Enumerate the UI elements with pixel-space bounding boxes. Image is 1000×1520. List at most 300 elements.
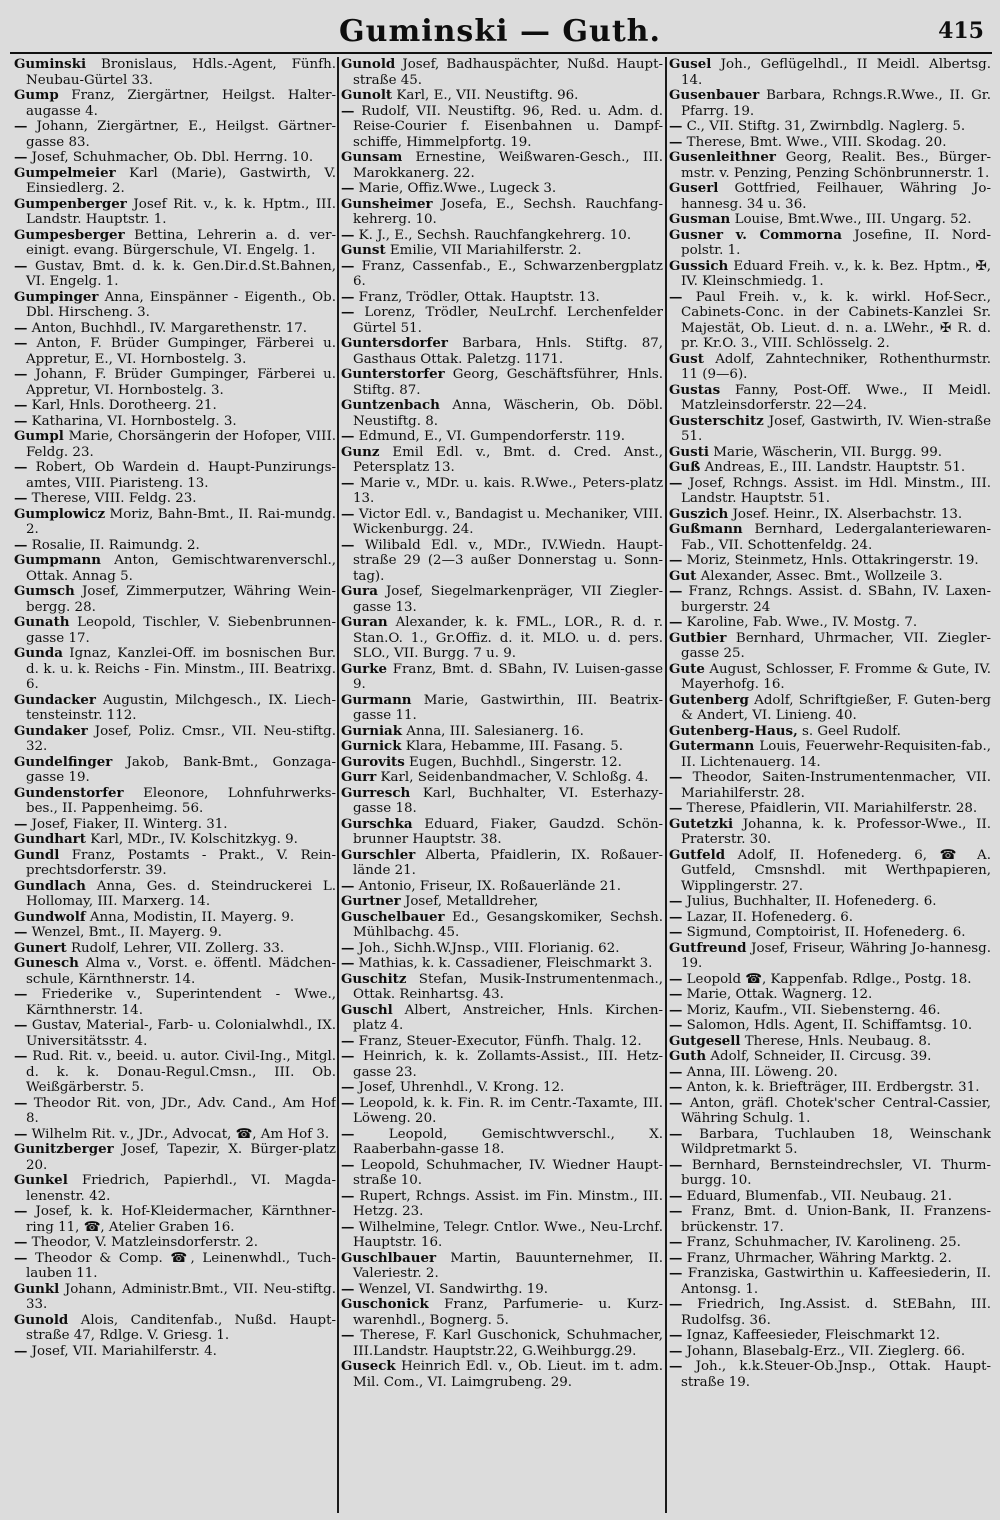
entry-details: Leopold ☎, Kappenfab. Rdlge., Postg. 18.: [686, 971, 972, 987]
directory-entry: [669, 910, 991, 926]
entry-surname: Gundelfinger: [14, 753, 113, 770]
directory-entry: [341, 786, 663, 817]
entry-details: Johann, Administr.Bmt., VII. Neu-stiftg. 33.: [26, 1281, 336, 1312]
entry-details: C., VII. Stiftg. 31, Zwirnbdlg. Naglerg. 5.: [686, 119, 966, 134]
entry-surname: Gumpinger: [14, 288, 99, 305]
entry-details: Gottfried, Feilhauer, Währing Jo-hannesg. 34 u. 36.: [681, 181, 991, 212]
directory-entry: [669, 584, 991, 615]
entry-details: Wenzel, VI. Sandwirthg. 19.: [358, 1281, 549, 1297]
entry-details: Rud. Rit. v., beeid. u. autor. Civil-Ing., Mitgl. d. k. k. Donau-Regul.Cmsn., III. Ob. Weißgärberstr. 5.: [26, 1049, 336, 1095]
entry-surname: Gunath: [14, 614, 70, 630]
entry-surname: Guseck: [341, 1358, 396, 1374]
directory-entry: [14, 724, 336, 755]
directory-entry: [669, 119, 991, 135]
repeat-dash: —: [669, 1296, 683, 1312]
repeat-dash: —: [14, 459, 28, 475]
entry-details: Franz, Rchngs. Assist. d. SBahn, IV. Laxen-burgerstr. 24: [681, 584, 991, 615]
entry-surname: Gumpl: [14, 428, 64, 444]
directory-entry: [341, 228, 663, 244]
entry-details: Franz, Trödler, Ottak. Hauptstr. 13.: [358, 289, 600, 305]
repeat-dash: —: [341, 505, 355, 522]
repeat-dash: —: [14, 490, 28, 506]
entry-details: Theodor, Saiten-Instrumentenmacher, VII. Mariahilferstr. 28.: [681, 770, 991, 801]
entry-details: Marie, Offiz.Wwe., Lugeck 3.: [358, 181, 557, 196]
entry-surname: Gunsam: [341, 149, 403, 165]
entry-details: Heinrich, k. k. Zollamts-Assist., III. Hetz-gasse 23.: [353, 1049, 663, 1080]
directory-entry: [341, 910, 663, 941]
entry-details: Theodor & Comp. ☎, Leinenwhdl., Tuch-lauben 11.: [26, 1250, 336, 1281]
directory-entry: [669, 941, 991, 972]
entry-surname: Gump: [14, 87, 59, 103]
entry-surname: Gundlach: [14, 877, 86, 894]
entry-details: Bernhard, Ledergalanteriewaren-Fab., VII. Schottenfeldg. 24.: [681, 522, 991, 553]
entry-details: Anton, F. Brüder Gumpinger, Färberei u. Appretur, E., VI. Hornbostelg. 3.: [26, 336, 336, 367]
entry-details: Theodor Rit. von, JDr., Adv. Cand., Am Hof 8.: [26, 1095, 336, 1126]
directory-entry: [14, 987, 336, 1018]
entry-details: Friedrich, Papierhdl., VI. Magda-lenenstr. 42.: [26, 1173, 336, 1204]
entry-details: Wenzel, Bmt., II. Mayerg. 9.: [31, 925, 222, 940]
directory-entry: [341, 259, 663, 290]
directory-entry: [669, 569, 991, 585]
entry-details: Stefan, Musik-Instrumentenmach., Ottak. Reinhartsg. 43.: [353, 971, 663, 1002]
column-middle: [341, 57, 663, 1515]
entry-details: Alois, Canditenfab., Nußd. Haupt-straße 47, Rdlge. V. Griesg. 1.: [26, 1312, 336, 1343]
entry-details: Karl (Marie), Gastwirth, V. Einsiedlerg. 2.: [26, 165, 336, 196]
entry-details: Wilibald Edl. v., MDr., IV.Wiedn. Haupt-straße 29 (2—3 außer Donnerstag u. Sonn-tag).: [353, 537, 663, 584]
repeat-dash: —: [669, 800, 683, 816]
directory-entry: [669, 662, 991, 693]
directory-entry: [14, 693, 336, 724]
directory-entry: [341, 1003, 663, 1034]
entry-details: Joh., k.k.Steuer-Ob.Jnsp., Ottak. Haupt-straße 19.: [681, 1359, 991, 1390]
directory-entry: [669, 1344, 991, 1360]
entry-details: Franz, Parfumerie- u. Kurz-warenhdl., Bognerg. 5.: [353, 1297, 663, 1328]
entry-details: Marie, Chorsängerin der Hofoper, VIII. Feldg. 23.: [26, 429, 336, 460]
entry-details: Eduard, Blumenfab., VII. Neubaug. 21.: [686, 1188, 952, 1204]
entry-details: Rudolf, VII. Neustiftg. 96, Red. u. Adm. d. Reise-Courier f. Eisenbahnen u. Dampf-schiffe, Himmelpfortg. 19.: [353, 103, 663, 150]
entry-surname: Guntersdorfer: [341, 335, 448, 351]
entry-details: Eduard, Fiaker, Gaudzd. Schön-brunner Hauptstr. 38.: [353, 816, 663, 847]
directory-entry: [341, 1220, 663, 1251]
repeat-dash: —: [341, 304, 355, 320]
repeat-dash: —: [341, 955, 355, 971]
directory-entry: [341, 181, 663, 197]
directory-entry: [14, 1018, 336, 1049]
entry-surname: Gurresch: [341, 784, 411, 801]
entry-surname: Gumpelmeier: [14, 164, 116, 181]
entry-details: Barbara, Rchngs.R.Wwe., II. Gr. Pfarrg. 19.: [681, 88, 991, 119]
directory-entry: [341, 770, 663, 786]
column-right: [669, 57, 991, 1515]
directory-entry: [341, 615, 663, 662]
entry-surname: Gurniak: [341, 722, 403, 739]
repeat-dash: —: [14, 1234, 28, 1250]
repeat-dash: —: [669, 924, 683, 940]
directory-entry: [14, 615, 336, 646]
entry-details: Alexander, Assec. Bmt., Wollzeile 3.: [700, 568, 943, 584]
directory-entry: [341, 290, 663, 306]
directory-entry: [669, 476, 991, 507]
entry-surname: Gurmann: [341, 691, 412, 708]
entry-details: Franziska, Gastwirthin u. Kaffeesiederin, II. Antonsg. 1.: [681, 1266, 991, 1297]
directory-entry: [14, 398, 336, 414]
entry-details: Georg, Realit. Bes., Bürger-mstr. v. Penzing, Penzing Schönbrunnerstr. 1.: [681, 150, 991, 181]
entry-details: Georg, Geschäftsführer, Hnls. Stiftg. 87.: [353, 367, 663, 398]
entry-surname: Gusman: [669, 211, 731, 227]
directory-entry: [14, 290, 336, 321]
repeat-dash: —: [14, 1125, 28, 1142]
repeat-dash: —: [669, 970, 683, 987]
entry-surname: Gumplowicz: [14, 505, 106, 522]
entry-surname: Gundl: [14, 846, 60, 863]
entry-surname: Gusenbauer: [669, 87, 760, 103]
repeat-dash: —: [669, 1234, 683, 1250]
entry-details: Bernhard, Uhrmacher, VII. Ziegler-gasse 25.: [681, 630, 991, 661]
entry-details: Anna, III. Salesianerg. 16.: [406, 723, 584, 739]
entry-surname: Gutenberg: [669, 691, 749, 708]
directory-entry: [669, 460, 991, 476]
directory-entry: [341, 1282, 663, 1298]
entry-surname: Gunolt: [341, 87, 393, 103]
entry-details: Gustav, Material-, Farb- u. Colonialwhdl., IX. Universitätsstr. 4.: [26, 1018, 336, 1049]
entry-details: Heinrich Edl. v., Ob. Lieut. im t. adm. Mil. Com., VI. Laimgrubeng. 29.: [353, 1359, 663, 1390]
entry-details: Wilhelmine, Telegr. Cntlor. Wwe., Neu-Lrchf. Hauptstr. 16.: [353, 1219, 663, 1250]
directory-entry: [341, 739, 663, 755]
entry-surname: Gutenberg-Haus,: [669, 722, 798, 739]
entry-details: Moriz, Kaufm., VII. Siebensterng. 46.: [686, 1002, 941, 1018]
directory-entry: [341, 243, 663, 259]
entry-details: Anna, Ges. d. Steindruckerei L. Hollomay, III. Marxerg. 14.: [26, 878, 336, 909]
entry-details: Rupert, Rchngs. Assist. im Fin. Minstm., III. Hetzg. 23.: [353, 1188, 663, 1219]
entry-details: Karl, Seidenbandmacher, V. Schloßg. 4.: [380, 770, 649, 785]
entry-details: Josef, Badhauspächter, Nußd. Haupt-straße 45.: [353, 57, 663, 88]
directory-entry: [14, 1142, 336, 1173]
entry-surname: Gunz: [341, 443, 380, 460]
entry-details: Josef, VII. Mariahilferstr. 4.: [31, 1343, 217, 1359]
entry-surname: Gurr: [341, 769, 377, 785]
repeat-dash: —: [14, 986, 28, 1002]
entry-details: Andreas, E., III. Landstr. Hauptstr. 51.: [704, 460, 966, 475]
entry-surname: Gute: [669, 660, 705, 677]
entry-surname: Gutbier: [669, 629, 727, 646]
repeat-dash: —: [669, 288, 683, 305]
directory-entry: [341, 429, 663, 445]
entry-details: Anton, Buchhdl., IV. Margarethenstr. 17.: [31, 320, 308, 336]
directory-entry: [14, 228, 336, 259]
entry-details: Joh., Sichh.W.Jnsp., VIII. Florianig. 62.: [358, 940, 620, 956]
entry-surname: Gundenstorfer: [14, 784, 124, 801]
directory-entry: [669, 925, 991, 941]
directory-entry: [341, 1251, 663, 1282]
repeat-dash: —: [669, 1125, 683, 1142]
entry-details: Therese, F. Karl Guschonick, Schuhmacher, III.Landstr. Hauptstr.22, G.Weihburgg.29.: [353, 1328, 663, 1359]
entry-details: Josefine, II. Nord-polstr. 1.: [681, 227, 991, 258]
directory-entry: [14, 150, 336, 166]
entry-details: Josef, Uhrenhdl., V. Krong. 12.: [358, 1080, 565, 1095]
entry-details: Josef, Siegelmarkenpräger, VII Ziegler-gasse 13.: [353, 584, 663, 615]
directory-entry: [14, 1127, 336, 1143]
entry-details: Therese, VIII. Feldg. 23.: [31, 491, 197, 506]
entry-details: Theodor, V. Matzleinsdorferstr. 2.: [31, 1235, 259, 1250]
directory-entry: [14, 1049, 336, 1096]
directory-entry: [669, 987, 991, 1003]
directory-entry: [14, 1204, 336, 1235]
repeat-dash: —: [341, 1079, 355, 1095]
repeat-dash: —: [14, 1249, 28, 1266]
entry-surname: Gunterstorfer: [341, 366, 445, 382]
repeat-dash: —: [669, 1079, 683, 1095]
entry-details: Johann, Ziergärtner, E., Heilgst. Gärtner-gasse 83.: [26, 119, 336, 150]
entry-details: Franz, Uhrmacher, Währing Marktg. 2.: [686, 1250, 952, 1266]
entry-details: Anna, Wäscherin, Ob. Döbl. Neustiftg. 8.: [353, 398, 663, 429]
directory-entry: [669, 1049, 991, 1065]
entry-details: Eduard Freih. v., k. k. Bez. Hptm., ✠, IV. Kleinschmiedg. 1.: [681, 258, 991, 289]
entry-surname: Gunda: [14, 645, 63, 661]
entry-details: Albert, Anstreicher, Hnls. Kirchen-platz 4.: [353, 1002, 663, 1033]
directory-entry: [669, 181, 991, 212]
directory-entry: [341, 755, 663, 771]
entry-surname: Guschl: [341, 1001, 393, 1018]
directory-entry: [14, 119, 336, 150]
repeat-dash: —: [14, 335, 28, 351]
entry-details: Josef, Schuhmacher, Ob. Dbl. Herrng. 10.: [31, 150, 314, 165]
entry-details: Franz, Bmt. d. SBahn, IV. Luisen-gasse 9.: [353, 661, 663, 692]
entry-details: Leopold, Schuhmacher, IV. Wiedner Haupt-straße 10.: [353, 1157, 663, 1188]
repeat-dash: —: [341, 536, 355, 553]
repeat-dash: —: [14, 1048, 28, 1064]
entry-surname: Gut: [669, 567, 697, 584]
entry-details: Adolf, Schneider, II. Circusg. 39.: [710, 1049, 932, 1064]
directory-entry: [341, 879, 663, 895]
entry-surname: Gutfreund: [669, 939, 747, 956]
page-title: Guminski — Guth.: [339, 14, 661, 49]
entry-surname: Gusenleithner: [669, 149, 776, 165]
repeat-dash: —: [14, 1342, 28, 1359]
entry-surname: Guschelbauer: [341, 908, 445, 925]
directory-entry: [669, 1235, 991, 1251]
repeat-dash: —: [14, 412, 28, 429]
directory-entry: [14, 786, 336, 817]
entry-details: Lorenz, Trödler, NeuLrchf. Lerchenfelder Gürtel 51.: [353, 305, 663, 336]
repeat-dash: —: [14, 366, 28, 382]
directory-entry: [14, 848, 336, 879]
directory-entry: [669, 770, 991, 801]
repeat-dash: —: [341, 1327, 355, 1343]
entry-surname: Guß: [669, 459, 701, 475]
entry-details: Salomon, Hdls. Agent, II. Schiffamtsg. 10.: [686, 1018, 973, 1033]
repeat-dash: —: [341, 226, 355, 243]
entry-surname: Gundaker: [14, 722, 88, 739]
repeat-dash: —: [669, 552, 683, 568]
repeat-dash: —: [669, 1187, 683, 1204]
entry-details: Franz, Schuhmacher, IV. Karolineng. 25.: [686, 1235, 961, 1250]
directory-entry: [669, 135, 991, 151]
directory-entry: [669, 1297, 991, 1328]
directory-entry: [669, 1328, 991, 1344]
directory-entry: [341, 197, 663, 228]
entry-details: Sigmund, Comptoirist, II. Hofenederg. 6.: [686, 925, 966, 940]
repeat-dash: —: [669, 614, 683, 630]
entry-surname: Gunsheimer: [341, 195, 433, 212]
directory-entry: [14, 910, 336, 926]
entry-details: Friederike v., Superintendent - Wwe., Kärnthnerstr. 14.: [26, 987, 336, 1018]
entry-details: Barbara, Hnls. Stiftg. 87, Gasthaus Ottak. Paletzg. 1171.: [353, 336, 663, 367]
entry-details: Josef, Fiaker, II. Winterg. 31.: [31, 816, 228, 832]
directory-entry: [669, 817, 991, 848]
entry-details: Therese, Bmt. Wwe., VIII. Skodag. 20.: [686, 134, 947, 150]
repeat-dash: —: [669, 1203, 683, 1219]
entry-details: Johann, F. Brüder Gumpinger, Färberei u. Appretur, VI. Hornbostelg. 3.: [26, 367, 336, 398]
repeat-dash: —: [669, 583, 683, 599]
entry-surname: Gurnick: [341, 738, 402, 754]
entry-details: Josef Rit. v., k. k. Hptm., III. Landstr. Hauptstr. 1.: [26, 196, 336, 227]
entry-details: Johann, Blasebalg-Erz., VII. Zieglerg. 66.: [686, 1343, 966, 1359]
entry-details: Rosalie, II. Raimundg. 2.: [31, 537, 200, 553]
entry-details: Josef, Friseur, Währing Jo-hannesg. 19.: [681, 940, 991, 971]
directory-entry: [14, 429, 336, 460]
entry-surname: Gurschler: [341, 846, 416, 863]
repeat-dash: —: [14, 815, 28, 832]
entry-details: Marie, Gastwirthin, III. Beatrix-gasse 11.: [353, 692, 663, 723]
directory-entry: [14, 1313, 336, 1344]
entry-details: Leopold, Gemischtwverschl., X. Raaberbahn-gasse 18.: [353, 1126, 663, 1157]
directory-entry: [341, 538, 663, 585]
entry-details: Alberta, Pfaidlerin, IX. Roßauer-lände 21.: [353, 847, 663, 878]
entry-details: Lazar, II. Hofenederg. 6.: [686, 909, 854, 925]
directory-entry: [341, 817, 663, 848]
entry-details: Ed., Gesangskomiker, Sechsh. Mühlbachg. 45.: [353, 909, 663, 940]
repeat-dash: —: [669, 1342, 683, 1359]
directory-entry: [669, 1003, 991, 1019]
directory-entry: [669, 150, 991, 181]
directory-entry: [14, 925, 336, 941]
entry-surname: Gunold: [14, 1311, 69, 1328]
page-number: 415: [938, 18, 984, 44]
directory-entry: [341, 336, 663, 367]
entry-details: Julius, Buchhalter, II. Hofenederg. 6.: [686, 894, 937, 909]
repeat-dash: —: [669, 1001, 683, 1018]
directory-entry: [669, 383, 991, 414]
entry-details: Leopold, Tischler, V. Siebenbrunnen-gasse 17.: [26, 615, 336, 646]
entry-details: Adolf, II. Hofenederg. 6, ☎ A. Gutfeld, Cmsnshdl. mit Werthpapieren, Wipplingerstr. 27.: [681, 847, 991, 894]
directory-entry: [14, 832, 336, 848]
entry-details: Karoline, Fab. Wwe., IV. Mostg. 7.: [686, 615, 918, 630]
directory-entry: [669, 801, 991, 817]
entry-surname: Gustas: [669, 381, 721, 398]
directory-entry: [14, 755, 336, 786]
entry-details: Anna, Einspänner - Eigenth., Ob. Dbl. Hirscheng. 3.: [26, 289, 336, 320]
entry-surname: Gusel: [669, 57, 712, 72]
entry-surname: Gumpesberger: [14, 226, 125, 243]
entry-details: Bettina, Lehrerin a. d. ver-einigt. evang. Bürgerschule, VI. Engelg. 1.: [26, 227, 336, 258]
directory-entry: [669, 1158, 991, 1189]
entry-details: Josef, Poliz. Cmsr., VII. Neu-stiftg. 32.: [26, 723, 336, 754]
directory-entry: [341, 367, 663, 398]
repeat-dash: —: [669, 769, 683, 785]
directory-entry: [14, 507, 336, 538]
directory-entry: [14, 538, 336, 554]
entry-details: Augustin, Milchgesch., IX. Liech-tensteinstr. 112.: [26, 692, 336, 723]
directory-entry: [14, 584, 336, 615]
directory-entry: [669, 631, 991, 662]
directory-entry: [669, 1127, 991, 1158]
directory-entry: [669, 1251, 991, 1267]
entry-surname: Gunitzberger: [14, 1141, 114, 1157]
directory-entry: [341, 1297, 663, 1328]
directory-entry: [669, 88, 991, 119]
directory-entry: [341, 848, 663, 879]
directory-entry: [669, 1204, 991, 1235]
repeat-dash: —: [14, 319, 28, 336]
directory-entry: [14, 491, 336, 507]
repeat-dash: —: [669, 474, 683, 491]
entry-surname: Gumpenberger: [14, 195, 127, 212]
repeat-dash: —: [14, 149, 28, 165]
entry-details: Franz, Postamts - Prakt., V. Rein-prechtsdorferstr. 39.: [26, 847, 336, 878]
directory-entry: [341, 445, 663, 476]
entry-details: Wilhelm Rit. v., JDr., Advocat, ☎, Am Hof 3.: [31, 1126, 330, 1142]
entry-details: Louis, Feuerwehr-Requisiten-fab., II. Lichtenauerg. 14.: [681, 739, 991, 770]
entry-details: Katharina, VI. Hornbostelg. 3.: [31, 413, 237, 429]
directory-entry: [669, 228, 991, 259]
directory-entry: [669, 972, 991, 988]
directory-entry: [14, 1344, 336, 1360]
directory-entry: [669, 414, 991, 445]
directory-entry: [14, 956, 336, 987]
entry-surname: Gunert: [14, 939, 67, 956]
repeat-dash: —: [14, 397, 28, 413]
entry-surname: Gutermann: [669, 738, 755, 754]
directory-entry: [14, 336, 336, 367]
entry-surname: Gundhart: [14, 831, 86, 847]
entry-surname: Gura: [341, 583, 378, 599]
entry-details: Antonio, Friseur, IX. Roßauerlände 21.: [358, 878, 622, 894]
directory-entry: [14, 879, 336, 910]
entry-surname: Gutgesell: [669, 1032, 741, 1049]
directory-entry: [341, 972, 663, 1003]
entry-details: Moriz, Bahn-Bmt., II. Rai-mundg. 2.: [26, 506, 336, 537]
entry-surname: Gundwolf: [14, 908, 86, 925]
entry-details: Anton, gräfl. Chotek'scher Central-Cassier, Währing Schulg. 1.: [681, 1095, 991, 1126]
repeat-dash: —: [669, 1249, 683, 1266]
entry-details: Johanna, k. k. Professor-Wwe., II. Praterstr. 30.: [681, 816, 991, 847]
repeat-dash: —: [669, 1358, 683, 1374]
entry-surname: Guran: [341, 614, 388, 630]
directory-entry: [14, 166, 336, 197]
repeat-dash: —: [14, 924, 28, 940]
entry-details: Karl, Hnls. Dorotheerg. 21.: [31, 398, 217, 413]
entry-surname: Gusti: [669, 443, 709, 460]
directory-entry: [341, 1158, 663, 1189]
directory-entry: [14, 1096, 336, 1127]
entry-details: Emil Edl. v., Bmt. d. Cred. Anst., Petersplatz 13.: [353, 444, 663, 475]
repeat-dash: —: [669, 893, 683, 909]
entry-details: Leopold, k. k. Fin. R. im Centr.-Taxamte, III. Löweng. 20.: [353, 1095, 663, 1126]
directory-entry: [341, 57, 663, 88]
repeat-dash: —: [669, 1063, 683, 1080]
directory-entry: [341, 88, 663, 104]
entry-details: Josefa, E., Sechsh. Rauchfang-kehrerg. 10.: [353, 196, 663, 227]
entry-surname: Gunold: [341, 57, 396, 72]
directory-entry: [14, 57, 336, 88]
directory-entry: [14, 414, 336, 430]
entry-surname: Gurtner: [341, 893, 401, 909]
repeat-dash: —: [341, 257, 355, 274]
directory-entry: [669, 1018, 991, 1034]
entry-details: Emilie, VII Mariahilferstr. 2.: [389, 243, 582, 258]
entry-details: Karl, Buchhalter, VI. Esterhazy-gasse 18.: [353, 785, 663, 816]
entry-details: Barbara, Tuchlauben 18, Weinschank Wildpretmarkt 5.: [681, 1126, 991, 1157]
